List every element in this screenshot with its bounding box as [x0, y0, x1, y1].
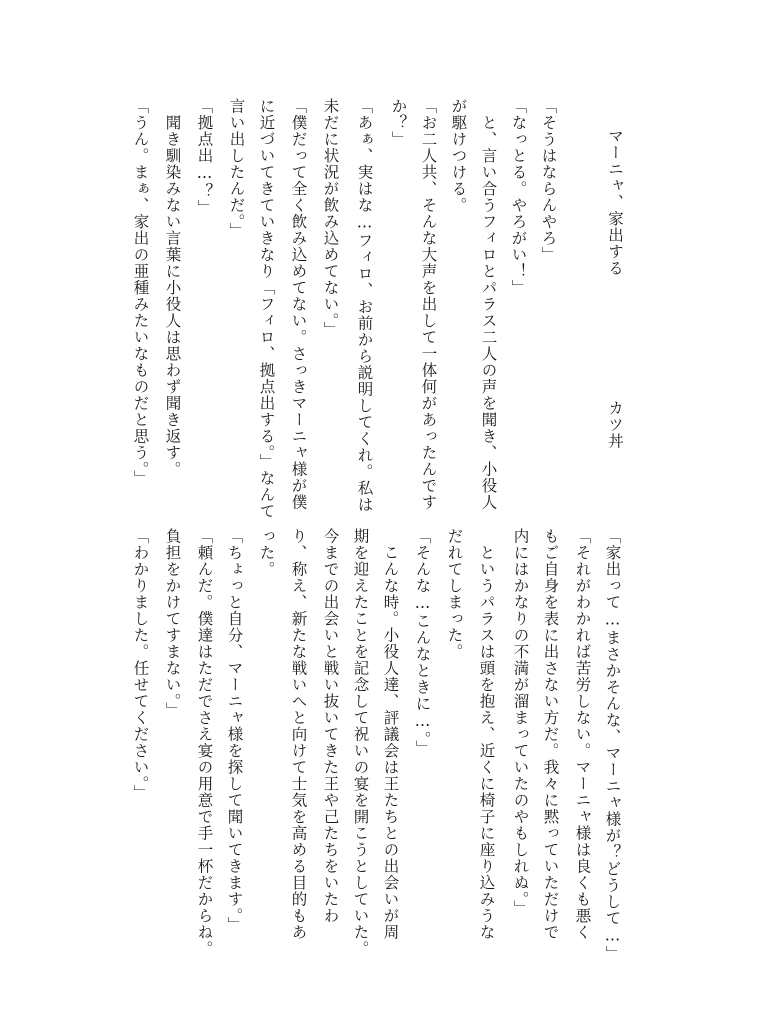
upper-line-8: 未だに状況が飲み込めてない。」	[321, 98, 340, 338]
lower-line-16: 「わかりました。任せてください。」	[131, 528, 150, 801]
upper-line-6: か？」	[389, 98, 408, 148]
lower-line-6: だれてしまった。	[445, 528, 464, 660]
story-title: マーニャ、家出する	[606, 128, 624, 277]
lower-line-14: 「頼んだ。僕達はただでさえ宴の用意で手一杯だからね。	[195, 528, 214, 957]
lower-line-8: こんな時。小役人達、評議会は王たちとの出会いが周	[381, 528, 400, 941]
lower-line-2: 「それがわかれば苦労しない。マーニャ様は良くも悪く	[573, 528, 592, 941]
author-name: カツ丼	[606, 400, 624, 450]
upper-line-11: 言い出したんだ。」	[227, 98, 246, 239]
lower-line-13: 「ちょっと自分、マーニャ様を探して聞いてきます。」	[225, 528, 244, 933]
lower-line-3: もご自身を表に出さない方だ。我々に黙っていただけで	[541, 528, 560, 941]
upper-line-2: 「なっとる。やろがい！」	[509, 98, 528, 296]
upper-line-5: 「お二人共、そんな大声を出して一体何があったんです	[419, 98, 438, 511]
upper-line-1: 「そうはならんやろ」	[539, 98, 558, 263]
lower-line-10: 今までの出会いと戦い抜いてきた王や己たちをいたわ	[321, 528, 340, 924]
lower-line-9: 期を迎えたことを記念して祝いの宴を開こうとしていた。	[351, 528, 370, 957]
upper-line-12: 「拠点出…？」	[195, 98, 214, 216]
upper-line-3: と、言い合うフィロとパラス二人の声を聞き、小役人	[479, 98, 498, 511]
upper-line-13: 聞き馴染みない言葉に小役人は思わず聞き返す。	[163, 98, 182, 478]
lower-line-7: 「そんな…こんなときに…。」	[413, 528, 432, 757]
lower-line-1: 「家出って…まさかそんな、マーニャ様が？どうして…」	[603, 528, 622, 962]
upper-line-10: に近づいてきていきなり「フィロ、拠点出する。」なんて	[257, 98, 276, 520]
upper-line-7: 「あぁ、実はな…フィロ、お前から説明してくれ。私は	[355, 98, 374, 513]
lower-line-11: り、称え、新たな戦いへと向けて士気を高める目的もあ	[289, 528, 308, 941]
lower-line-15: 負担をかけてすまない。」	[163, 528, 182, 719]
upper-line-9: 「僕だって全く飲み込めてない。さっきマーニャ様が僕	[289, 98, 308, 511]
upper-line-14: 「うん。まぁ、家出の亜種みたいなものだと思う。」	[131, 98, 150, 487]
lower-line-5: というパラスは頭を抱え、近くに椅子に座り込みうな	[477, 528, 496, 941]
lower-line-12: った。	[257, 528, 276, 578]
upper-line-4: が駆けつける。	[449, 98, 468, 214]
lower-line-4: 内にはかなりの不満が溜まっていたのやもしれぬ。」	[511, 528, 530, 917]
